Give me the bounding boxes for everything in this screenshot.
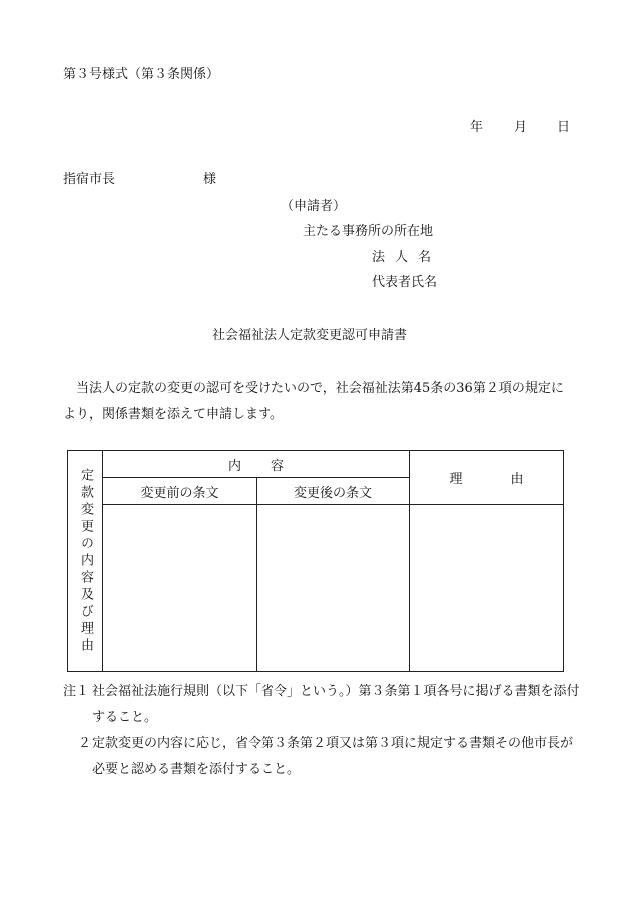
notes xyxy=(63,679,583,783)
date-year-label: 年 xyxy=(470,120,484,135)
note-number: 注１ xyxy=(63,684,90,699)
note-item xyxy=(63,731,583,783)
addressee-name: 指宿市長 xyxy=(63,172,116,187)
date-day-label: 日 xyxy=(557,120,571,135)
note-text: 社会福祉法施行規則（以下「省令」という。）第３条第１項各号に掲げる書類を添付すること。 xyxy=(92,684,580,725)
application-body-text: 当法人の定款の変更の認可を受けたいので，社会福祉法第45条の36第２項の規定により，関係書類を添えて申請します。 xyxy=(63,381,564,422)
before-text-cell[interactable] xyxy=(103,505,257,672)
corporation-name-label: 法人名 xyxy=(372,250,442,265)
office-address-label: 主たる事務所の所在地 xyxy=(303,224,434,239)
representative-name-label: 代表者氏名 xyxy=(372,275,438,290)
note-text: 定款変更の内容に応じ，省令第３条第２項又は第３項に規定する書類その他市長が必要と認める書類を添付すること。 xyxy=(92,736,574,777)
after-header: 変更後の条文 xyxy=(294,485,373,501)
reason-header: 理由 xyxy=(449,472,572,487)
amendment-table xyxy=(67,450,572,672)
date-month-label: 月 xyxy=(514,120,528,135)
addressee-honorific: 様 xyxy=(203,172,217,187)
form-number: 第３号様式（第３条関係） xyxy=(63,67,220,82)
row-label: 定款変更の内容及び理由 xyxy=(78,467,93,655)
after-text-cell[interactable] xyxy=(257,505,410,672)
content-header: 内容 xyxy=(228,458,315,474)
note-number: ２ xyxy=(78,736,92,751)
row-label-cell xyxy=(68,451,103,672)
note-item xyxy=(63,679,583,731)
reason-text-cell[interactable] xyxy=(410,505,564,672)
applicant-label: （申請者） xyxy=(281,199,347,214)
reason-header-cell xyxy=(410,451,572,505)
after-header-cell xyxy=(257,478,410,505)
content-header-cell xyxy=(103,451,410,478)
before-header-cell xyxy=(103,478,257,505)
document-title: 社会福祉法人定款変更認可申請書 xyxy=(212,328,408,343)
before-header: 変更前の条文 xyxy=(140,485,219,501)
